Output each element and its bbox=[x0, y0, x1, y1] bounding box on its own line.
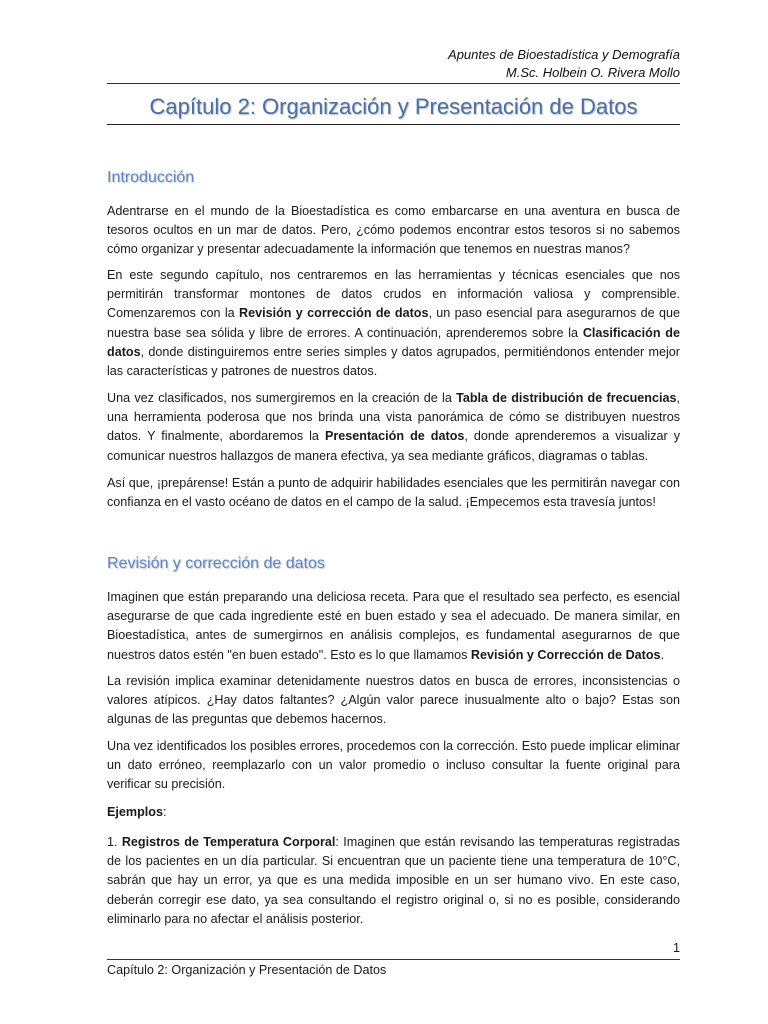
running-footer: Capítulo 2: Organización y Presentación de Datos bbox=[107, 963, 387, 977]
section-heading-revision: Revisión y corrección de datos bbox=[107, 555, 325, 572]
footer-divider bbox=[107, 959, 680, 960]
intro-paragraph-2: En este segundo capítulo, nos centraremos en las herramientas y técnicas esenciales que nos permitirán transformar montones de datos crudos en información valiosa y comprensible. Comenzaremos con la Revisión y corrección de datos, un paso esencial para asegurarnos de que nuestra base sea sólida y libre de errores. A continuación, aprenderemos sobre la Clasificación de datos, donde distinguiremos entre series simples y datos agrupados, permitiéndonos entender mejor las características y patrones de nuestros datos. bbox=[107, 268, 681, 379]
header-author: M.Sc. Holbein O. Rivera Mollo bbox=[505, 65, 680, 80]
bold-term: Registros de Temperatura Corporal bbox=[121, 835, 336, 849]
examples-label: Ejemplos: bbox=[107, 805, 167, 819]
intro-paragraph-3: Una vez clasificados, nos sumergiremos en la creación de la Tabla de distribución de frecuencias, una herramienta poderosa que nos brinda una vista panorámica de cómo se distribuyen nuestros datos. Y finalmente, abordaremos la Presentación de datos, donde aprenderemos a visualizar y comunicar nuestros hallazgos de manera efectiva, ya sea mediante gráficos, diagramas o tablas. bbox=[107, 391, 681, 463]
title-divider bbox=[107, 124, 680, 125]
running-header bbox=[448, 46, 680, 82]
page-number: 1 bbox=[672, 941, 680, 955]
revision-paragraph-1: Imaginen que están preparando una deliciosa receta. Para que el resultado sea perfecto, es esencial asegurarse de que cada ingrediente esté en buen estado y sea el adecuado. De manera similar, en Bioestadística, antes de sumergirnos en análisis complejos, es fundamental asegurarnos de que nuestros datos estén "en buen estado". Esto es lo que llamamos Revisión y Corrección de Datos. bbox=[107, 590, 680, 662]
section-heading-introduccion: Introducción bbox=[107, 169, 195, 186]
bold-term: Revisión y corrección de datos bbox=[238, 306, 429, 321]
chapter-title: Capítulo 2: Organización y Presentación de Datos bbox=[149, 94, 638, 119]
header-divider bbox=[107, 83, 680, 84]
bold-term: Tabla de distribución de frecuencias bbox=[456, 391, 677, 405]
bold-term: Clasificación de datos bbox=[107, 325, 680, 359]
bold-term: Presentación de datos bbox=[324, 429, 465, 444]
revision-paragraph-3: Una vez identificados los posibles errores, procedemos con la corrección. Esto puede implicar eliminar un dato erróneo, reemplazarlo con un valor promedio o incluso consultar la fuente original para verificar su precisión. bbox=[107, 739, 680, 792]
header-course-title: Apuntes de Bioestadística y Demografía bbox=[448, 47, 680, 62]
intro-paragraph-4: Así que, ¡prepárense! Están a punto de adquirir habilidades esenciales que les permitirán navegar con confianza en el vasto océano de datos en el campo de la salud. ¡Empecemos esta travesía juntos! bbox=[107, 476, 680, 510]
intro-paragraph-1: Adentrarse en el mundo de la Bioestadística es como embarcarse en una aventura en busca de tesoros ocultos en un mar de datos. Pero, ¿cómo podemos encontrar estos tesoros si no sabemos cómo organizar y presentar adecuadamente la información que tenemos en nuestras manos? bbox=[107, 204, 680, 257]
revision-paragraph-2: La revisión implica examinar detenidamente nuestros datos en busca de errores, inconsistencias o valores atípicos. ¿Hay datos faltantes? ¿Algún valor parece inusualmente alto o bajo? Estas son algunas de las preguntas que debemos hacernos. bbox=[107, 674, 680, 727]
bold-term: Revisión y Corrección de Datos bbox=[470, 647, 661, 662]
example-1: 1. Registros de Temperatura Corporal: Imaginen que están revisando las temperaturas registradas de los pacientes en un día particular. Si encuentran que un paciente tiene una temperatura de 10°C, sabrán que hay un error, ya que es una medida imposible en un ser humano vivo. En este caso, deberán corregir ese dato, ya sea consultando el registro original o, si no es posible, considerando eliminarlo para no afectar el análisis posterior. bbox=[107, 835, 680, 926]
